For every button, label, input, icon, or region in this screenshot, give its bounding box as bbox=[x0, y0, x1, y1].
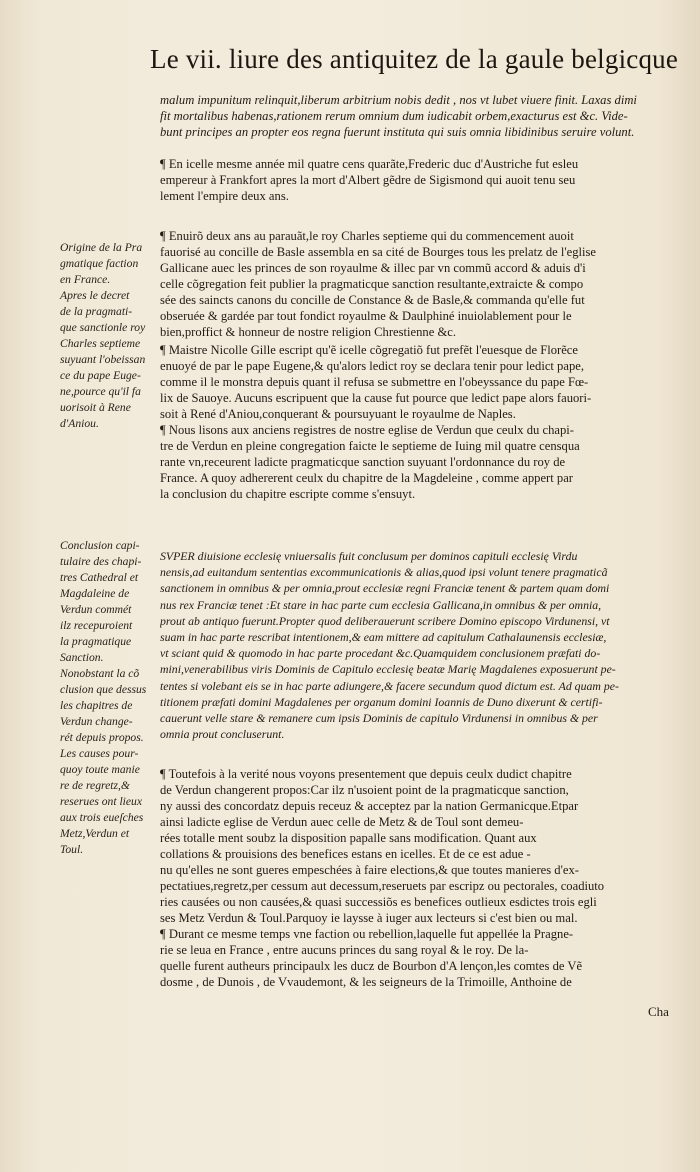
paragraph-pragmatique bbox=[160, 228, 670, 340]
margin-line: Toul. bbox=[60, 843, 84, 856]
margin-line: tulaire des chapi- bbox=[60, 555, 142, 568]
margin-note-origine bbox=[60, 240, 152, 432]
text-line: ainsi ladicte eglise de Verdun auec celle de Metz & de Toul sont demeu- bbox=[160, 815, 524, 829]
margin-line: les chapitres de bbox=[60, 699, 133, 712]
text-line: ny aussi des concordatz depuis receuz & acceptez par la nation Germanicque.Etpar bbox=[160, 799, 579, 813]
text-line: titionem præfati domini Magdalenes per organum domini Ioannis de Duno dixerunt & certifi- bbox=[160, 694, 603, 709]
text-line: lix de Sauoye. Aucuns escripuent que la cause fut pource que ledict pape alors fauori- bbox=[160, 391, 592, 405]
text-line: soit à René d'Aniou,conquerant & poursuyuant le royaulme de Naples. bbox=[160, 407, 516, 421]
margin-note-conclusion bbox=[60, 538, 152, 858]
text-line: bien,proffict & honneur de nostre religion Chrestienne &c. bbox=[160, 325, 456, 339]
margin-line: Charles septieme bbox=[60, 337, 141, 350]
margin-line: gmatique faction bbox=[60, 257, 139, 270]
margin-line: re de regretz,& bbox=[60, 779, 130, 792]
text-line: lement l'empire deux ans. bbox=[160, 189, 289, 203]
running-header: Le vii. liure des antiquitez de la gaule belgicque bbox=[150, 44, 679, 74]
text-line: collations & prouisions des benefices estans en icelles. Et de ce est adue - bbox=[160, 847, 531, 861]
margin-line: clusion que dessus bbox=[60, 683, 147, 696]
text-line: mini,venerabilibus viris Dominis de Capitulo ecclesię beatæ Marię Magdalenes exposuerunt pe- bbox=[160, 662, 616, 677]
latin-conclusion-block bbox=[160, 548, 672, 742]
margin-line: d'Aniou. bbox=[60, 417, 99, 430]
text-line: tentes si volebant eis se in hac parte adiungere,& facere secundum quod dictum est. Ad quam pe- bbox=[160, 678, 619, 693]
latin-quotation-continued bbox=[160, 92, 670, 140]
margin-line: tres Cathedral et bbox=[60, 571, 139, 584]
margin-line: suyuant l'obeissan bbox=[60, 353, 146, 366]
text-line: pectatiues,regretz,per cessum aut decessum,reseruets par escripz ou pectorales, coadiuto bbox=[160, 879, 605, 893]
margin-line: que sanctionle roy bbox=[60, 321, 146, 334]
text-line: ¶ Toutefois à la verité nous voyons presentement que depuis ceulx dudict chapitre bbox=[160, 767, 572, 781]
text-line: empereur à Frankfort apres la mort d'Albert gẽdre de Sigismond qui auoit tenu seu bbox=[160, 173, 576, 187]
text-line: ¶ Maistre Nicolle Gille escript qu'ẽ icelle cõgregatiõ fut prefẽt l'euesque de Florẽce bbox=[160, 343, 578, 357]
paragraph-verdun-metz-toul bbox=[160, 766, 672, 990]
text-line: fauorisé au concille de Basle assembla en sa cité de Bourges tous les prelatz de l'eglise bbox=[160, 245, 597, 259]
paragraph-nicolle-gille bbox=[160, 342, 670, 502]
margin-line: Nonobstant la cõ bbox=[60, 667, 140, 680]
text-line: ¶ Durant ce mesme temps vne faction ou rebellion,laquelle fut appellée la Pragne- bbox=[160, 927, 574, 941]
margin-line: Verdun commét bbox=[60, 603, 132, 616]
margin-line: de la pragmati- bbox=[60, 305, 133, 318]
text-line: obseruée & gardée par tout fondict royaulme & Daulphiné inuiolablement pour le bbox=[160, 309, 572, 323]
text-line: ¶ Nous lisons aux anciens registres de nostre eglise de Verdun que ceulx du chapi- bbox=[160, 423, 574, 437]
text-line: comme il le monstra depuis quant il refusa se submettre en l'obeyssance du pape Fœ- bbox=[160, 375, 589, 389]
text-line: rante vn,receurent ladicte pragmaticque sanction suyuant l'ordonnance du roy de bbox=[160, 455, 566, 469]
margin-line: Conclusion capi- bbox=[60, 539, 140, 552]
text-line: sée des saincts canons du concille de Constance & de Basle,& commanda qu'elle fut bbox=[160, 293, 585, 307]
margin-line: rét depuis propos. bbox=[60, 731, 144, 744]
margin-line: reserues ont lieux bbox=[60, 795, 142, 808]
margin-line: Verdun change- bbox=[60, 715, 133, 728]
text-line: Gallicane auec les princes de son royaulme & illec par vn commũ accord & aduis d'i bbox=[160, 261, 586, 275]
text-line: nensis,ad euitandum sententias excommunicationis & alias,quod ipsi volunt tenere pragmaticã bbox=[160, 565, 608, 580]
margin-line: en France. bbox=[60, 273, 111, 286]
text-line: de Verdun changerent propos:Car ilz n'usoient point de la pragmaticque sanction, bbox=[160, 783, 569, 797]
margin-line: Sanction. bbox=[60, 651, 104, 664]
text-line: ses Metz Verdun & Toul.Parquoy ie laysse à iuger aux lecteurs si c'est bien ou mal. bbox=[160, 911, 578, 925]
text-line: celle cõgregation feit publier la pragmaticque sanction resultante,extraicte & compo bbox=[160, 277, 584, 291]
text-line: nu qu'elles ne sont gueres empeschées à faire elections,& que toutes manieres d'ex- bbox=[160, 863, 579, 877]
text-line: quelle furent autheurs principaulx les ducz de Bourbon d'A lençon,les comtes de Vẽ bbox=[160, 959, 583, 973]
text-line: sanctionem in omnibus & per omnia,prout ecclesiæ regni Franciæ tenent & partem quam domi bbox=[160, 581, 610, 596]
margin-line: ce du pape Euge- bbox=[60, 369, 141, 382]
text-line: SVPER diuisione ecclesię vniuersalis fuit conclusum per dominos capituli ecclesię Virdu bbox=[160, 549, 578, 563]
text-line: ries causées ou non causées,& quasi successiõs es benefices outlieux esdictes trois egli bbox=[160, 895, 597, 909]
text-line: rées totalle ment soubz la disposition papalle sans modification. Quant aux bbox=[160, 831, 537, 845]
text-line: suam in hac parte rescribat intentionem,& eam mittere ad capitulum Cathalaunensis ecclesiæ, bbox=[160, 630, 607, 645]
text-line: la conclusion du chapitre escripte comme s'ensuyt. bbox=[160, 487, 416, 501]
text-line: malum impunitum relinquit,liberum arbitrium nobis dedit , nos vt lubet viuere finit. Laxas dimi bbox=[160, 93, 637, 107]
margin-line: aux trois eueſches bbox=[60, 811, 144, 824]
margin-line: ne,pource qu'il fa bbox=[60, 385, 141, 398]
text-line: fit mortalibus habenas,rationem rerum omnium dum iudicabit orbem,exacturus est &c. Vide- bbox=[160, 109, 628, 123]
margin-line: Origine de la Pra bbox=[60, 241, 143, 254]
margin-line: la pragmatique bbox=[60, 635, 132, 648]
margin-line: Apres le decret bbox=[60, 289, 130, 302]
text-line: rie se leua en France , entre aucuns princes du sang royal & le roy. De la- bbox=[160, 943, 529, 957]
text-line: dosme , de Dunois , de Vvaudemont, & les seigneurs de la Trimoille, Anthoine de bbox=[160, 975, 572, 989]
paragraph-frederic bbox=[160, 156, 670, 204]
text-line: tre de Verdun en pleine congregation faicte le septieme de Iuing mil quatre censqua bbox=[160, 439, 580, 453]
margin-line: Magdaleine de bbox=[60, 587, 130, 600]
text-line: France. A quoy adhererent ceulx du chapitre de la Magdeleine , comme appert par bbox=[160, 471, 573, 485]
text-line: ¶ En icelle mesme année mil quatre cens quarãte,Frederic duc d'Austriche fut esleu bbox=[160, 157, 579, 171]
text-line: vt sciant quid & quomodo in hac parte procedant &c.Quamquidem conclusionem præfati do- bbox=[160, 646, 601, 661]
text-line: cauerunt velle stare & remanere cum ipsis Dominis de capitulo Virdunensi in omnibus & per bbox=[160, 711, 598, 726]
text-line: omnia prout concluserunt. bbox=[160, 727, 285, 742]
text-line: bunt principes an propter eos regna fuerunt instituta qui suis omnia libidinibus seruire volunt. bbox=[160, 125, 635, 139]
text-line: nus rex Franciæ tenet :Et stare in hac parte cum ecclesia Gallicana,in omnibus & per omnia, bbox=[160, 597, 602, 612]
text-line: prout ab antiquo fuerunt.Propter quod deliberauerunt scribere Domino episcopo Virdunensi, vt bbox=[160, 613, 610, 628]
margin-line: Metz,Verdun et bbox=[60, 827, 130, 840]
margin-line: ilz recepuroient bbox=[60, 619, 133, 632]
margin-line: Les causes pour- bbox=[60, 747, 139, 760]
margin-line: quoy toute manie bbox=[60, 763, 140, 776]
text-line: ¶ Enuirõ deux ans au parauãt,le roy Charles septieme qui du commencement auoit bbox=[160, 229, 574, 243]
text-line: enuoyé de par le pape Eugene,& qu'alors ledict roy se declara tenir pour ledict pape, bbox=[160, 359, 584, 373]
margin-line: uorisoit à Rene bbox=[60, 401, 131, 414]
catchword: Cha bbox=[648, 1004, 669, 1019]
